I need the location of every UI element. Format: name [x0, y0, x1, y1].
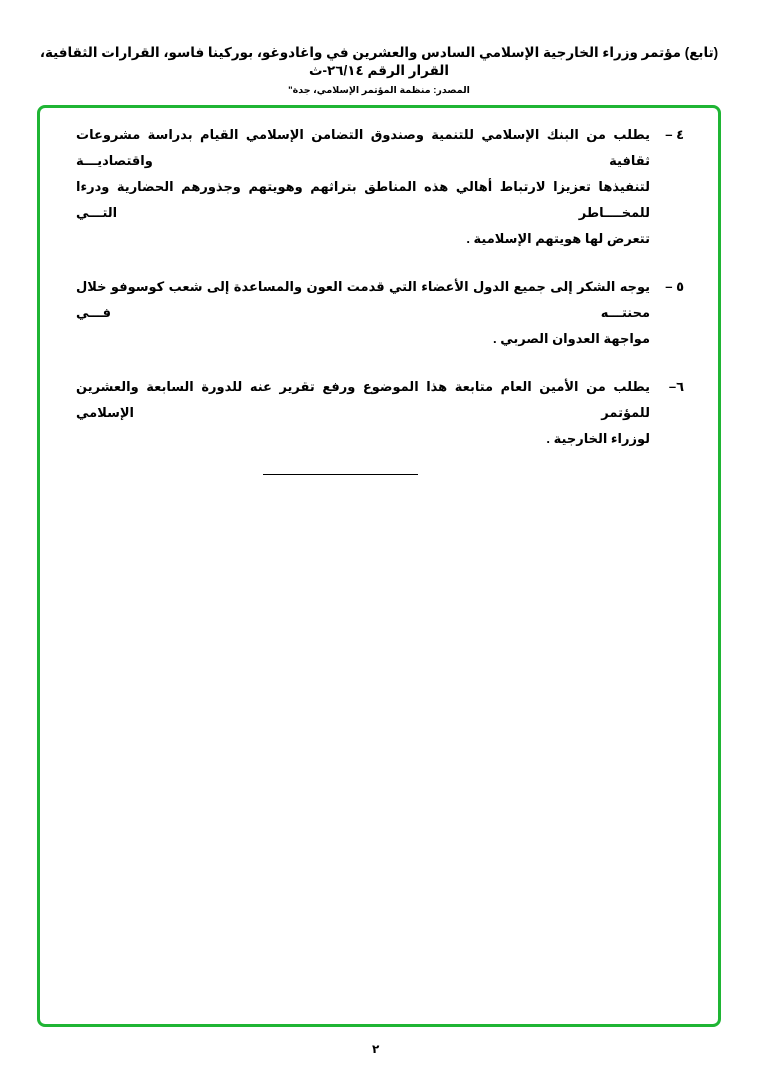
paragraph-line: يطلب من الأمين العام متابعة هذا الموضوع ورفع تقرير عنه للدورة السابعة والعشرين للمؤتمر الإسلامي	[76, 379, 650, 420]
paragraph-line: تتعرض لها هويتهم الإسلامية .	[466, 231, 650, 246]
page-number: ٢	[372, 1042, 380, 1056]
resolution-item-4	[76, 122, 684, 252]
document-header	[20, 44, 738, 98]
resolution-content	[76, 122, 684, 475]
end-rule-divider	[263, 474, 418, 475]
item-number: ٤ –	[665, 127, 684, 142]
document-source: المصدر: منظمة المؤتمر الإسلامي، جدة"	[288, 85, 470, 96]
paragraph-line: مواجهة العدوان الصربي .	[492, 331, 650, 346]
item-text	[76, 122, 650, 252]
content-frame	[37, 105, 721, 1027]
paragraph-line: يطلب من البنك الإسلامي للتنمية وصندوق التضامن الإسلامي القيام بدراسة مشروعات ثقافية واقتصاديـــة	[76, 127, 650, 168]
item-text	[76, 274, 650, 352]
item-number: ٥ –	[665, 279, 684, 294]
item-text	[76, 374, 650, 452]
document-title: (تابع) مؤتمر وزراء الخارجية الإسلامي السادس والعشرين في واغادوغو، بوركينا فاسو، القرارات الثقافية، القرار الرقم ٢٦/١٤-ث	[39, 45, 719, 78]
paragraph-line: لتنفيذها تعزيزا لارتباط أهالي هذه المناطق بتراثهم وهويتهم وجذورهم الحضارية ودرءا للمخــــاطر التـــي	[76, 179, 650, 220]
resolution-item-6	[76, 374, 684, 452]
resolution-item-5	[76, 274, 684, 352]
paragraph-line: يوجه الشكر إلى جميع الدول الأعضاء التي قدمت العون والمساعدة إلى شعب كوسوفو خلال محنتـــه فـــي	[76, 279, 650, 320]
item-number: ٦–	[668, 379, 684, 394]
paragraph-line: لوزراء الخارجية .	[546, 431, 650, 446]
